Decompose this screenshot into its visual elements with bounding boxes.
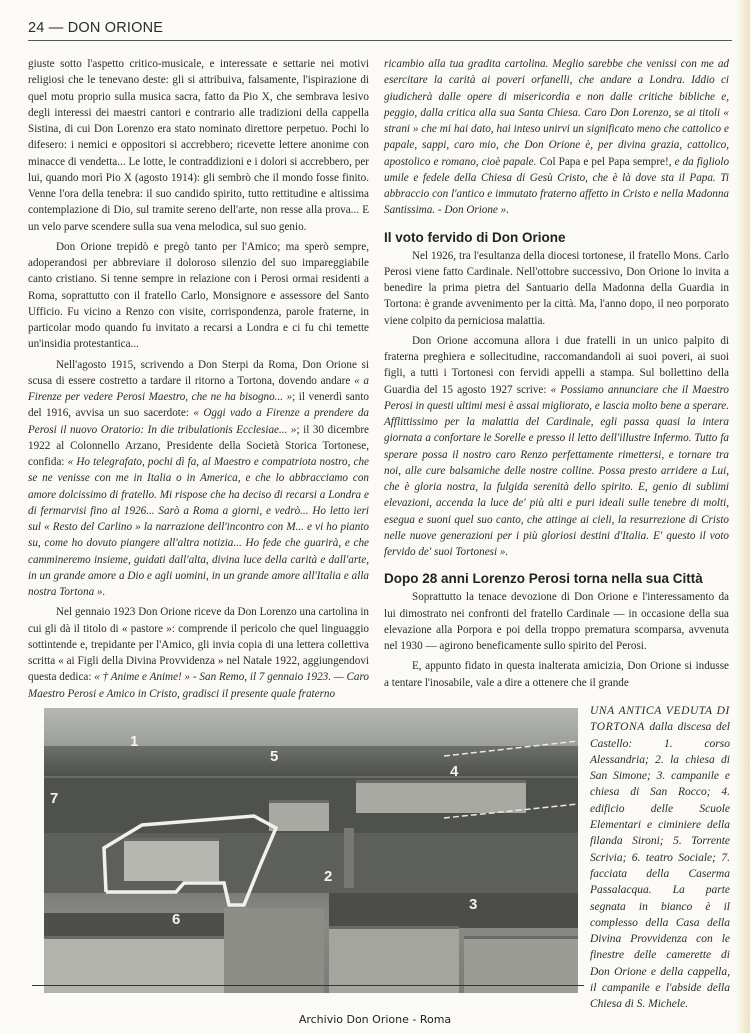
section-heading: Dopo 28 anni Lorenzo Perosi torna nella sua Città <box>384 571 703 587</box>
paragraph: E, appunto fidato in questa inalterata amicizia, Don Orione si indusse a tentare l'inosabile, vale a dire a ottenere che il grande <box>384 660 729 689</box>
archive-footer: Archivio Don Orione - Roma <box>298 1013 452 1026</box>
text-run: ; il venerdì santo del 1916, avvisa un suo sacerdote: <box>28 391 369 420</box>
historic-photo-tortona <box>44 708 578 993</box>
paragraph: giuste sotto l'aspetto critico-musicale, e interessate e settarie nei motivi religiosi che le tenevano deste: gli si attribuiva, falsamente, l'ispirazione di quel motu proprio sulla musica sacra, fatto da Pio X, che sembrava lesivo degli interessi dei maestri cantori e contrario alle tradizioni della cappella Sistina, di cui Don Lorenzo era stato nominato direttore perpetuo. Pochi lo difesero: i nemici e oppositori si accrebbero; ricevette lettere anonime con minacce di vendetta... Le lotte, le contraddizioni e i dolori si accrebbero, per lui, quando morì Pio X (agosto 1914): gli sembrò che il mondo fosse finito. Venne l'ora della tenebra: il suo candido spirito, tutto rettitudine e altissima contemplazione di Dio, sul tramite sereno dell'arte, non resse alla prova... E un velo parve scendere sulla sua vena melodica, sul suo genio. <box>28 58 369 233</box>
photo-label: 5 <box>270 748 279 765</box>
photo-label: 1 <box>130 733 139 750</box>
paragraph: Don Orione trepidò e pregò tanto per l'Amico; ma sperò sempre, adoperandosi per abbreviare il doloroso silenzio del suo impareggiabile canto cristiano. Si tenne sempre in relazione con i Perosi ormai residenti a Roma, soprattutto con il fratello Carlo, Monsignore e assessore del Santo Ufficio. Fu vicino a Renzo con visite, corrispondenza, parole fraterne, in particolar modo quando fu invitato a recarsi a Londra e ci fu chi temette un'insidia protestantica... <box>28 240 369 351</box>
text-run: Col Papa e pel Papa sempre!, <box>536 155 675 168</box>
page-edge-shadow <box>736 0 750 1033</box>
paragraph <box>28 357 369 601</box>
paragraph <box>28 604 369 702</box>
white-outline-casa-divina-provvidenza <box>44 708 578 993</box>
paragraph <box>384 333 729 561</box>
section-heading: Il voto fervido di Don Orione <box>384 229 566 245</box>
publication-title: DON ORIONE <box>67 20 164 36</box>
photo-label: 2 <box>324 868 333 885</box>
photo-label: 3 <box>469 896 478 913</box>
quote: « † Anime e Anime! » - San Remo, il 7 gennaio 1923. — Caro Maestro Perosi e Amico in Cristo, gradisci il presente quale fraterno <box>28 671 369 700</box>
caption-lead: UNA ANTICA VEDUTA DI TORTONA <box>590 705 730 734</box>
quote: « Ho telegrafato, pochi dì fa, al Maestro e compatriota nostro, che se ne venisse con me in Italia o in America, e che lo abbracciamo con amore dolcissimo di fratello. Mi rispose che ha deciso di recarsi a Londra e di fermarvisi fino al 1926... Sarò a Roma a giorni, e vedrò... Ho letto ieri sul « Resto del Carlino » la narrazione dell'incontro con M... e vi ho pianto su, come ho dovuto piangere all'altra notizia... Ho fede che guarirà, e che cammineremo insieme, guidati dall'alta, divina luce della carità e dall'arte, in un grande amore a Dio e agli uomini, in un grande amore all'Italia e alla nostra Tortona ». <box>28 456 369 598</box>
page-number: 24 <box>28 20 45 36</box>
paragraph <box>384 56 729 219</box>
quote: della Chiesa di Gesù Cristo, che è là dove sta il Papa. Ti abbraccio con l'antico e immutato fraterno affetto in Cristo e nella Madonna Santissima. - Don Orione ». <box>384 171 729 217</box>
photo-label: 4 <box>450 763 459 780</box>
left-column <box>28 56 369 702</box>
quote: « Possiamo annunciare che il Maestro Perosi in questi ultimi mesi è assai migliorato, e lascia molto bene a sperare. Afflittissimo per la malattia del Cardinale, egli passa quasi la intera giornata a confortare le Sorelle e presso il letto dell'illustre Infermo. Tutto fa sperare possa il nostro caro Renzo perfettamente rimettersi, e tornare tra noi, alle cure balsamiche delle nostre colline. Possa presto arridere a Lui, che è gloria nostra, la fulgida serenità dello spirito. E, genio di sublimi elevazioni, accenda la luce de' più alti e puri ideali sulle tenebre di molti, esegua e suoni quel suo canto, che attinge ai cieli, la resurrezione di Cristo nelle nuove generazioni per i più gloriosi destini d'Italia. E' questo il voto fervido de' suoi Tortonesi ». <box>384 383 729 558</box>
caption-text: dalla discesa del Castello: 1. corso Alessandria; 2. la chiesa di San Simone; 3. campanile e chiesa di San Rocco; 4. edificio delle Scuole Elementari e ciminiere della filanda Sironi; 5. Torrente Scrivia; 6. teatro Sociale; 7. facciata della Caserma Passalacqua. La parte segnata in bianco è il complesso della Casa della Divina Provvidenza con le finestre delle camerette di Don Orione e della cappella, il campanile e l'abside della Chiesa di S. Michele. <box>590 721 730 1011</box>
photo-label: 7 <box>50 790 59 807</box>
running-header <box>28 20 728 36</box>
text-run: ; il 30 dicembre 1922 al Colonnello Arzano, Presidente della Società Storica Tortonese, confida: <box>28 423 369 468</box>
quote: e da figliolo umile e fedele <box>384 155 730 184</box>
right-column <box>384 56 729 691</box>
paragraph: Soprattutto la tenace devozione di Don Orione e l'interessamento da lui dimostrato nei confronti del fratello Cardinale — in occasione della sua elevazione alla Porpora e poi della troppo prematura scomparsa, avvenuta nel 1930 — agirono beneficamente sullo spirito del Perosi. <box>384 591 729 652</box>
header-separator: — <box>48 20 64 36</box>
quote: ricambio alla tua gradita cartolina. Meglio sarebbe che venissi con me ad esercitare la carità ai poveri orfanelli, che andare a Londra. Iddio ci giudicherà dalle opere di misericordia e non dalle critiche bibliche e, peggio, dalla critica alla sua Santa Chiesa. Caro Don Lorenzo, se ai titoli « strani » che mi hai dato, hai inteso unirvi un significato meno che cattolico e papale, sappi, caro mio, che Don Orione è, per divina grazia, cattolico, apostolico e romano, cioè papale. <box>384 58 729 168</box>
photo-caption <box>590 703 730 1013</box>
quote: « Oggi vado a Firenze a prendere da Perosi il nuovo Oratorio: In die tribulationis Ecclesiae... » <box>28 407 369 436</box>
text-run: Don Orione accomuna allora i due fratelli in un unico palpito di fraterna preghiera e sollecitudine, raccomandandoli ai suoi poveri, ai suoi figli, a tutti i Tortonesi con fervidi appelli a stampa. Sul bollettino della Guardia del 15 agosto 1927 scrive: <box>384 334 729 396</box>
text-run: Nel gennaio 1923 Don Orione riceve da Don Lorenzo una cartolina in cui gli dà il titolo di « pastore »: comprende il pericolo che quel linguaggio sottintende e, trepidante per l'Amico, gli invia copia di una lettera collettiva scritta « ai Figli della Divina Provvidenza » nel Natale 1922, aggiungendovi questa dedica: <box>28 606 369 684</box>
paragraph: Nel 1926, tra l'esultanza della diocesi tortonese, il fratello Mons. Carlo Perosi viene fatto Cardinale. Nell'ottobre successivo, Don Orione lo invita a benedire la prima pietra del Santuario della Madonna della Guardia in Tortona: è grande avvenimento per la città. Ma, l'anno dopo, il neo porporato viene colpito da perniciosa malattia. <box>384 249 729 327</box>
text-run: Nell'agosto 1915, scrivendo a Don Sterpi da Roma, Don Orione si scusa di essere costretto a tardare il ritorno a Tortona, dovendo andare <box>28 358 369 387</box>
quote: « a Firenze per vedere Perosi Maestro, che ne ha bisogno... » <box>28 374 369 403</box>
photo-rule <box>32 985 584 986</box>
header-rule <box>28 40 732 41</box>
photo-label: 6 <box>172 911 181 928</box>
